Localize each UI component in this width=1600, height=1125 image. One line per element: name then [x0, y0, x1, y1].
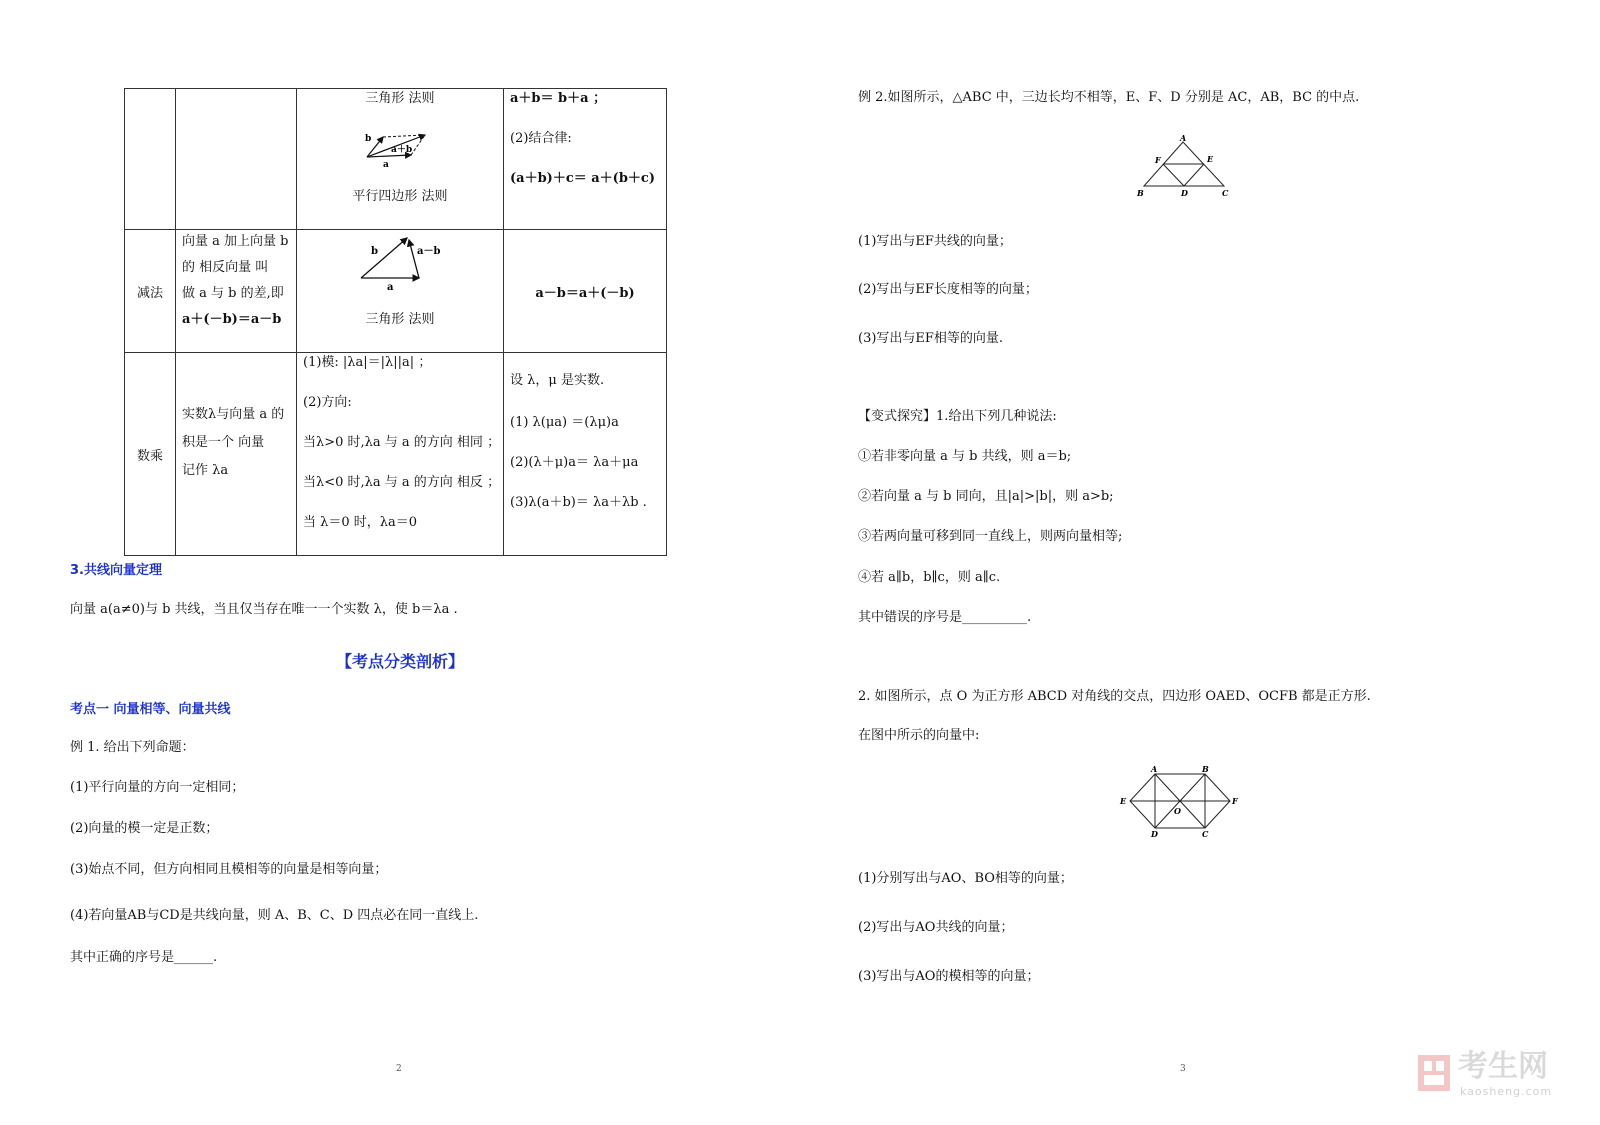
- addition-laws-cell: [504, 89, 667, 230]
- direction-positive: 当λ>0 时,λa 与 a 的方向 相同 ；: [303, 435, 501, 450]
- diagram-label: b: [365, 134, 372, 144]
- figure-label: F: [1155, 155, 1161, 165]
- example-item: (4)若向量AB与CD是共线向量，则 A、B、C、D 四点必在同一直线上.: [70, 908, 479, 923]
- figure-label: B: [1137, 188, 1144, 198]
- table-cell-empty: [125, 89, 176, 230]
- collinear-theorem-text: 向量 a(a≠0)与 b 共线，当且仅当存在唯一一个实数 λ，使 b＝λa .: [70, 602, 458, 617]
- figure-label: D: [1151, 829, 1158, 838]
- subtraction-name-cell: 减法: [125, 230, 176, 353]
- variant-item: ④若 a∥b，b∥c，则 a∥c.: [858, 570, 1001, 585]
- example-item: (1)平行向量的方向一定相同；: [70, 780, 245, 795]
- definition-line: 的 相反向量 叫: [182, 260, 269, 275]
- subtraction-formula-cell: a－b＝a＋(－b): [504, 230, 667, 353]
- diagram-label: a－b: [417, 246, 441, 257]
- triangle-rule-label: 三角形 法则: [365, 312, 435, 327]
- example-answer: 其中正确的序号是______.: [70, 950, 218, 965]
- table-row-subtraction: [125, 230, 667, 353]
- variant-answer: 其中错误的序号是__________.: [858, 610, 1032, 625]
- figure-label: B: [1202, 766, 1209, 774]
- question2-item: (3)写出与AO的模相等的向量；: [858, 969, 1040, 984]
- figure-label: E: [1120, 796, 1127, 806]
- variant-item: ①若非零向量 a 与 b 共线，则 a＝b;: [858, 449, 1072, 464]
- law-line: (2)(λ＋μ)a＝ λa＋μa: [510, 455, 639, 470]
- kaosheng-logo-icon: [1416, 1053, 1452, 1093]
- example2-title: 例 2.如图所示，△ABC 中，三边长均不相等，E、F、D 分别是 AC，AB，BC 的中点.: [858, 90, 1360, 105]
- definition-line: 实数λ与向量 a 的: [182, 407, 285, 422]
- question2-title: 2. 如图所示，点 O 为正方形 ABCD 对角线的交点，四边形 OAED、OCFB 都是正方形.: [858, 689, 1371, 704]
- diagram-label: a＋b: [391, 145, 413, 155]
- example-item: (2)向量的模一定是正数；: [70, 821, 219, 836]
- example-item: (3)始点不同，但方向相同且模相等的向量是相等向量；: [70, 862, 388, 877]
- modulus-line: (1)模: |λa|＝|λ||a| ；: [303, 355, 432, 370]
- definition-line: 记作 λa: [182, 463, 229, 478]
- direction-zero: 当 λ＝0 时，λa＝0: [303, 515, 418, 530]
- triangle-diagram: [355, 232, 455, 292]
- definition-line: 向量 a 加上向量 b: [182, 234, 289, 249]
- table-row-scalar: [125, 353, 667, 556]
- scalar-definition-cell: [176, 353, 297, 556]
- page-number: 2: [396, 1064, 402, 1074]
- kaosheng-watermark: [1416, 1045, 1576, 1105]
- figure-label: E: [1207, 154, 1214, 164]
- scalar-laws-cell: [504, 353, 667, 556]
- associative-law: (a＋b)＋c＝ a＋(b＋c): [510, 171, 655, 186]
- variant-item: ③若两向量可移到同一直线上，则两向量相等;: [858, 529, 1123, 544]
- parallelogram-rule-label: 平行四边形 法则: [352, 189, 448, 204]
- question2-subtitle: 在图中所示的向量中:: [858, 728, 980, 743]
- watermark-url: kaosheng.com: [1460, 1085, 1553, 1098]
- square-figure: [1118, 766, 1248, 838]
- commutative-law: a＋b＝ b＋a ；: [510, 91, 607, 106]
- variant-title: 【变式探究】1.给出下列几种说法:: [858, 409, 1057, 424]
- figure-label: O: [1174, 806, 1181, 816]
- figure-label: A: [1180, 134, 1187, 143]
- law-line: (3)λ(a＋b)＝ λa＋λb .: [510, 495, 647, 510]
- example2-item: (2)写出与EF长度相等的向量；: [858, 282, 1038, 297]
- diagram-label: a: [383, 160, 389, 167]
- definition-line: 做 a 与 b 的差,即: [182, 286, 284, 301]
- diagram-label: a: [387, 282, 394, 292]
- vector-operations-table: [124, 88, 667, 556]
- definition-line: a＋(－b)＝a－b: [182, 312, 282, 327]
- figure-label: C: [1202, 829, 1209, 838]
- parallelogram-diagram: [361, 127, 441, 167]
- diagram-label: b: [371, 246, 378, 257]
- associative-law-label: (2)结合律:: [510, 131, 572, 146]
- variant-item: ②若向量 a 与 b 同向，且|a|>|b|，则 a>b;: [858, 489, 1114, 504]
- scalar-name-cell: 数乘: [125, 353, 176, 556]
- law-line: (1) λ(μa) ＝(λμ)a: [510, 415, 619, 430]
- section-title: 【考点分类剖析】: [335, 652, 464, 671]
- triangle-rule-label: 三角形 法则: [365, 91, 435, 106]
- figure-label: F: [1232, 796, 1238, 806]
- table-cell-empty: [176, 89, 297, 230]
- subtraction-definition-cell: [176, 230, 297, 353]
- subtraction-rule-cell: [297, 230, 504, 353]
- page-number: 3: [1180, 1064, 1186, 1074]
- addition-rule-cell: [297, 89, 504, 230]
- question2-item: (1)分别写出与AO、BO相等的向量；: [858, 871, 1073, 886]
- figure-label: C: [1222, 188, 1229, 198]
- right-page: [800, 0, 1600, 1125]
- example2-item: (3)写出与EF相等的向量.: [858, 331, 1004, 346]
- table-row-addition: [125, 89, 667, 230]
- scalar-properties-cell: [297, 353, 504, 556]
- question2-item: (2)写出与AO共线的向量；: [858, 920, 1014, 935]
- figure-label: D: [1181, 188, 1188, 198]
- collinear-theorem-heading: 3.共线向量定理: [70, 563, 162, 578]
- definition-line: 积是一个 向量: [182, 435, 265, 450]
- direction-negative: 当λ<0 时,λa 与 a 的方向 相反 ；: [303, 475, 501, 490]
- triangle-midpoint-figure: [1136, 134, 1236, 200]
- watermark-text: 考生网: [1458, 1049, 1548, 1084]
- example2-item: (1)写出与EF共线的向量；: [858, 234, 1012, 249]
- law-line: 设 λ，μ 是实数.: [510, 373, 605, 388]
- direction-label: (2)方向:: [303, 395, 352, 410]
- example-title: 例 1. 给出下列命题：: [70, 740, 195, 755]
- kaodian-heading: 考点一 向量相等、向量共线: [70, 702, 231, 717]
- figure-label: A: [1151, 766, 1158, 774]
